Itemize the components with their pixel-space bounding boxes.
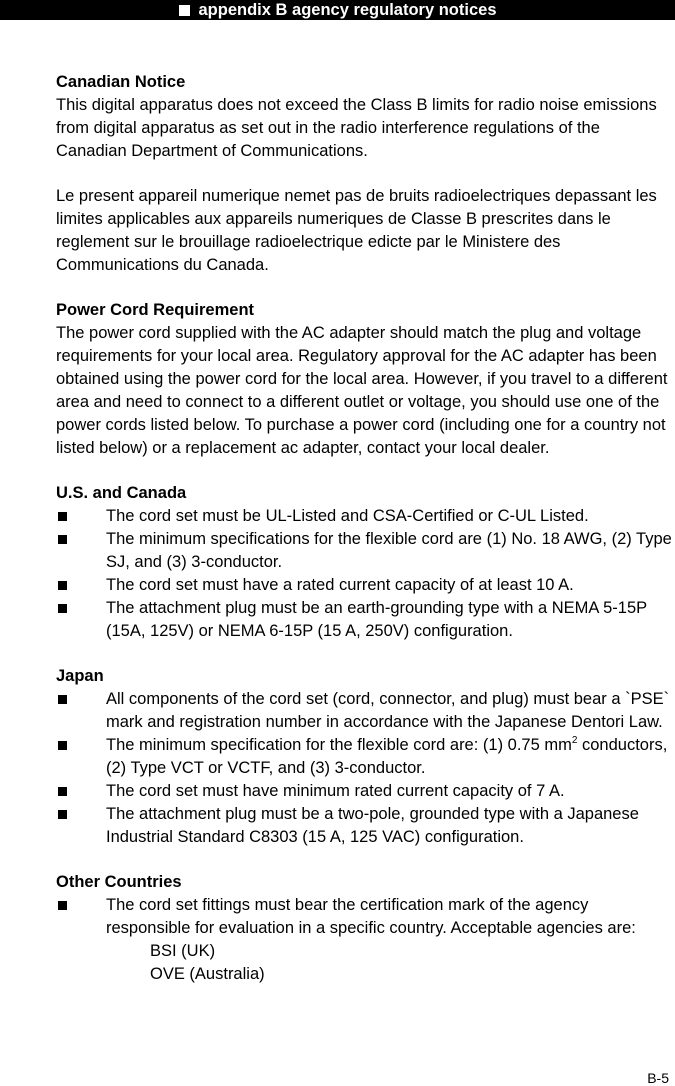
canadian-notice-heading: Canadian Notice: [56, 73, 186, 91]
list-item: [56, 574, 673, 597]
cord-spec-text: The minimum specification for the flexible cord are: (1) 0.75 mm: [106, 736, 572, 754]
page-number: B-5: [647, 1070, 669, 1086]
superscript-two: 2: [571, 735, 578, 746]
other-countries-heading: Other Countries: [56, 873, 182, 891]
list-item-text: The attachment plug must be a two-pole, grounded type with a Japanese Industrial Standard C8303 (15 A, 125 VAC) configuration.: [106, 805, 639, 846]
canadian-notice-section: [56, 71, 673, 277]
list-item-text: The cord set fittings must bear the certification mark of the agency responsible for evaluation in a specific country. Acceptable agencies are:: [106, 896, 636, 937]
square-bullet-icon: [58, 810, 67, 819]
square-bullet-icon: [58, 535, 67, 544]
japan-heading: Japan: [56, 667, 104, 685]
cord-spec-text-cont: conductors, (2) Type VCT or VCTF, and (3) 3-conductor.: [106, 736, 668, 777]
header-bar: [0, 0, 675, 20]
square-bullet-icon: [58, 695, 67, 704]
agency-item: BSI (UK): [150, 942, 216, 960]
canadian-notice-french: Le present appareil numerique nemet pas de bruits radioelectriques depassant les limites applicables aux appareils numeriques de Classe B prescrites dans le reglement sur le brouillage radioelectrique edicte par le Ministere des Communications du Canada.: [56, 187, 657, 274]
other-countries-section: [56, 871, 673, 986]
power-cord-body: The power cord supplied with the AC adapter should match the plug and voltage requirements for your local area. Regulatory approval for the AC adapter has been obtained using the power cord for the local area. However, if you travel to a different area and need to connect to a different outlet or voltage, you should use one of the power cords listed below. To purchase a power cord (including one for a country not listed below) or a replacement ac adapter, contact your local dealer.: [56, 324, 668, 457]
list-item: [56, 780, 673, 803]
list-item: [56, 597, 673, 643]
document-content: [56, 71, 673, 986]
power-cord-heading: Power Cord Requirement: [56, 301, 255, 319]
square-bullet-icon: [58, 787, 67, 796]
list-item: [56, 528, 673, 574]
agency-list: [106, 940, 673, 986]
square-bullet-icon: [58, 581, 67, 590]
list-item-text: The minimum specifications for the flexible cord are (1) No. 18 AWG, (2) Type SJ, and (3) 3-conductor.: [106, 530, 672, 571]
power-cord-section: [56, 299, 673, 460]
japan-section: [56, 665, 673, 849]
list-item-text: The cord set must have a rated current capacity of at least 10 A.: [106, 576, 574, 594]
list-item: [56, 803, 673, 849]
us-canada-heading: U.S. and Canada: [56, 484, 187, 502]
other-countries-list: [56, 894, 673, 986]
list-item-text: The attachment plug must be an earth-grounding type with a NEMA 5-15P (15A, 125V) or NEMA 6-15P (15 A, 250V) configuration.: [106, 599, 647, 640]
square-bullet-icon: [58, 741, 67, 750]
us-canada-section: [56, 482, 673, 643]
list-item-text: The cord set must be UL-Listed and CSA-Certified or C-UL Listed.: [106, 507, 589, 525]
square-bullet-icon: [58, 512, 67, 521]
square-bullet-icon: [58, 604, 67, 613]
us-canada-list: [56, 505, 673, 643]
list-item: [56, 734, 673, 780]
list-item-text: All components of the cord set (cord, connector, and plug) must bear a `PSE` mark and registration number in accordance with the Japanese Dentori Law.: [106, 690, 670, 731]
list-item-text: The cord set must have minimum rated current capacity of 7 A.: [106, 782, 565, 800]
header-title: appendix B agency regulatory notices: [198, 0, 497, 19]
list-item: [56, 894, 673, 986]
square-bullet-icon: [58, 901, 67, 910]
japan-list: [56, 688, 673, 849]
agency-item: OVE (Australia): [150, 965, 265, 983]
canadian-notice-english: This digital apparatus does not exceed the Class B limits for radio noise emissions from digital apparatus as set out in the radio interference regulations of the Canadian Department of Communications.: [56, 96, 657, 160]
header-square-icon: [179, 5, 190, 16]
list-item: [56, 688, 673, 734]
list-item-text: [106, 736, 667, 777]
list-item: [56, 505, 673, 528]
